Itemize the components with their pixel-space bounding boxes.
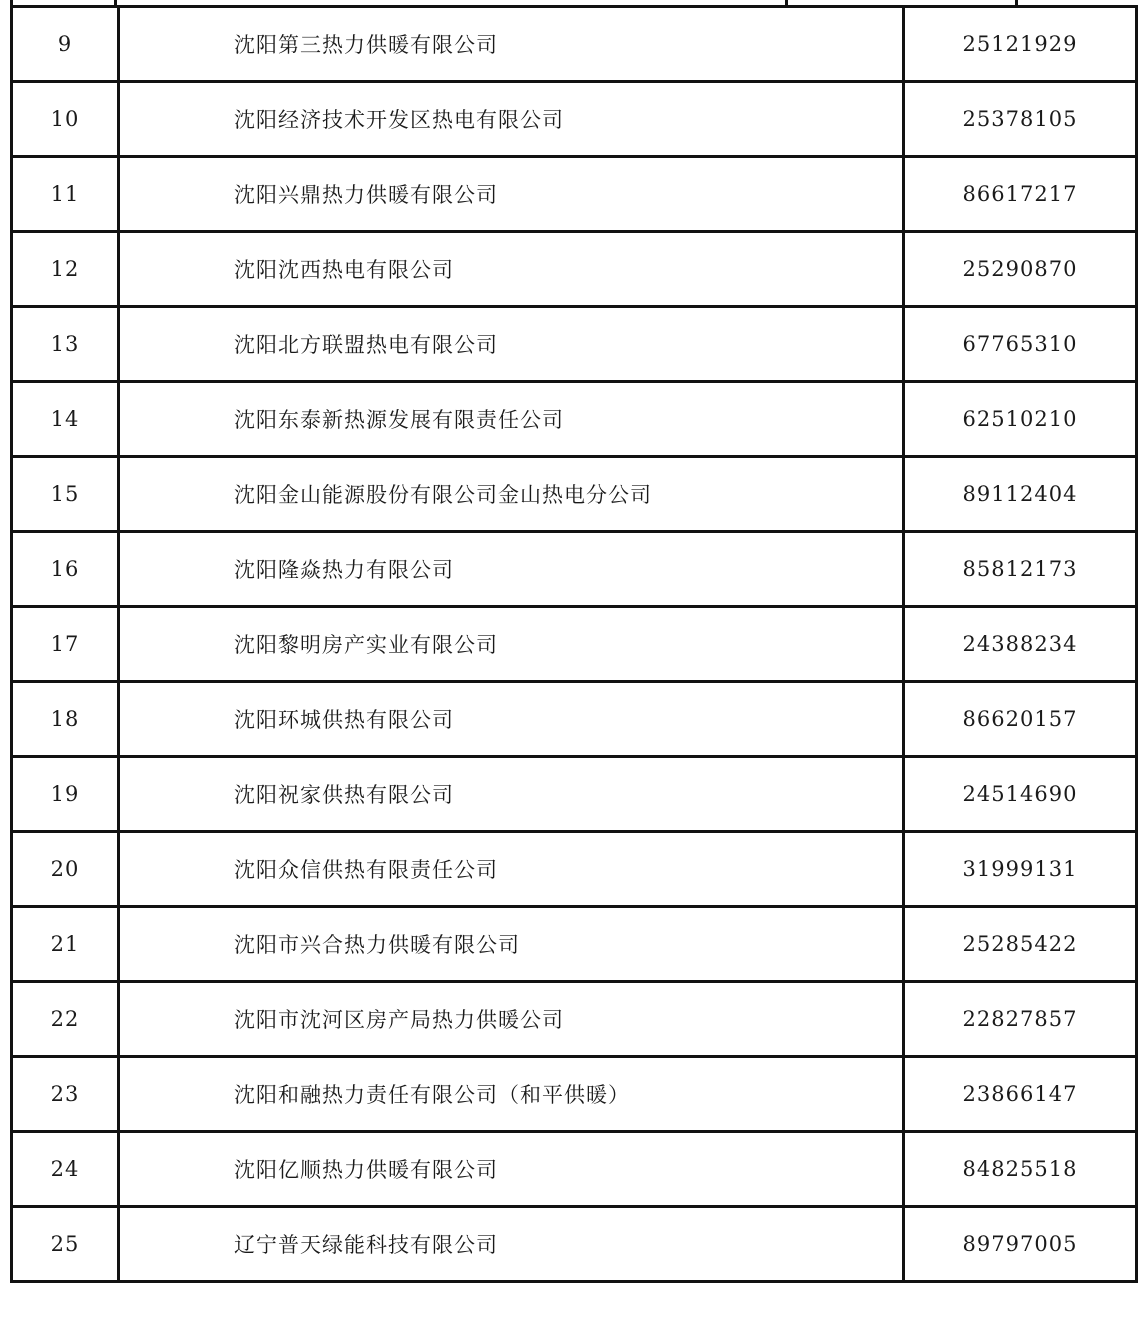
company-name: 沈阳众信供热有限责任公司: [119, 832, 904, 907]
row-number: 22: [12, 982, 119, 1057]
phone-number: 85812173: [904, 532, 1137, 607]
company-name: 沈阳市沈河区房产局热力供暖公司: [119, 982, 904, 1057]
company-name: 沈阳黎明房产实业有限公司: [119, 607, 904, 682]
row-number: 10: [12, 82, 119, 157]
row-number: 24: [12, 1132, 119, 1207]
company-name: 沈阳金山能源股份有限公司金山热电分公司: [119, 457, 904, 532]
phone-number: 24514690: [904, 757, 1137, 832]
company-name: 沈阳沈西热电有限公司: [119, 232, 904, 307]
company-name: 沈阳兴鼎热力供暖有限公司: [119, 157, 904, 232]
company-name: 沈阳市兴合热力供暖有限公司: [119, 907, 904, 982]
company-name: 沈阳环城供热有限公司: [119, 682, 904, 757]
phone-number: 89797005: [904, 1207, 1137, 1282]
table-body: [12, 7, 1137, 1282]
table-row: [12, 907, 1137, 982]
table-row: [12, 1132, 1137, 1207]
phone-number: 31999131: [904, 832, 1137, 907]
table-row: [12, 457, 1137, 532]
table-row: [12, 1057, 1137, 1132]
table-row: [12, 532, 1137, 607]
row-number: 9: [12, 7, 119, 82]
company-name: 辽宁普天绿能科技有限公司: [119, 1207, 904, 1282]
phone-number: 86620157: [904, 682, 1137, 757]
phone-number: 62510210: [904, 382, 1137, 457]
row-number: 25: [12, 1207, 119, 1282]
row-number: 13: [12, 307, 119, 382]
table-row: [12, 982, 1137, 1057]
table-row: [12, 82, 1137, 157]
company-name: 沈阳北方联盟热电有限公司: [119, 307, 904, 382]
row-number: 17: [12, 607, 119, 682]
table-row: [12, 307, 1137, 382]
phone-number: 89112404: [904, 457, 1137, 532]
phone-number: 22827857: [904, 982, 1137, 1057]
company-name: 沈阳隆焱热力有限公司: [119, 532, 904, 607]
row-number: 19: [12, 757, 119, 832]
company-name: 沈阳和融热力责任有限公司（和平供暖）: [119, 1057, 904, 1132]
table-row: [12, 682, 1137, 757]
phone-number: 23866147: [904, 1057, 1137, 1132]
table-row: [12, 1207, 1137, 1282]
row-number: 23: [12, 1057, 119, 1132]
row-number: 15: [12, 457, 119, 532]
phone-number: 86617217: [904, 157, 1137, 232]
phone-number: 25285422: [904, 907, 1137, 982]
table-row: [12, 7, 1137, 82]
table-row: [12, 607, 1137, 682]
phone-number: 84825518: [904, 1132, 1137, 1207]
row-number: 18: [12, 682, 119, 757]
company-name: 沈阳亿顺热力供暖有限公司: [119, 1132, 904, 1207]
phone-number: 25290870: [904, 232, 1137, 307]
company-name: 沈阳东泰新热源发展有限责任公司: [119, 382, 904, 457]
table-row: [12, 232, 1137, 307]
phone-number: 25121929: [904, 7, 1137, 82]
table-row: [12, 757, 1137, 832]
row-number: 20: [12, 832, 119, 907]
table-row: [12, 832, 1137, 907]
row-number: 12: [12, 232, 119, 307]
company-name: 沈阳祝家供热有限公司: [119, 757, 904, 832]
phone-number: 67765310: [904, 307, 1137, 382]
phone-number: 24388234: [904, 607, 1137, 682]
row-number: 11: [12, 157, 119, 232]
row-number: 21: [12, 907, 119, 982]
phone-number: 25378105: [904, 82, 1137, 157]
company-name: 沈阳经济技术开发区热电有限公司: [119, 82, 904, 157]
row-number: 14: [12, 382, 119, 457]
company-name: 沈阳第三热力供暖有限公司: [119, 7, 904, 82]
table-row: [12, 157, 1137, 232]
heating-company-table: [10, 5, 1138, 1283]
table-row: [12, 382, 1137, 457]
row-number: 16: [12, 532, 119, 607]
